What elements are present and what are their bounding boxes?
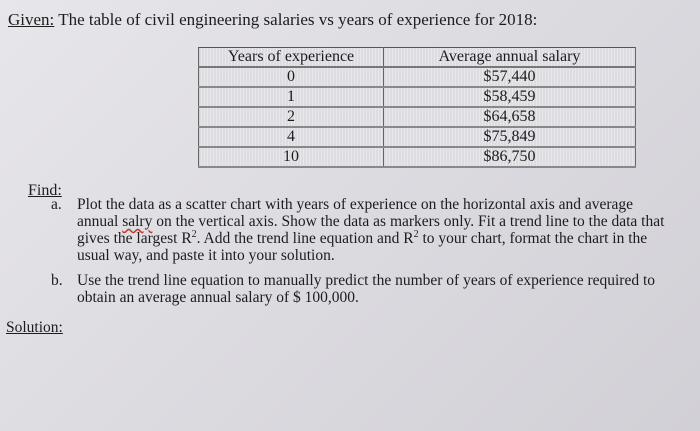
cell-salary: $58,459 [384, 87, 636, 107]
cell-salary: $86,750 [384, 147, 636, 167]
table-row [199, 67, 636, 87]
header-salary: Average annual salary [384, 48, 636, 68]
find-item-a [51, 196, 677, 264]
item-marker: a. [51, 196, 62, 213]
find-item-b [51, 272, 677, 306]
find-label: Find: [28, 182, 62, 199]
table-header-row [199, 48, 636, 68]
superscript: 2 [413, 228, 419, 240]
given-text: The table of civil engineering salaries vs years of experience for 2018: [54, 10, 538, 29]
item-a-text-3: . Add the trend line equation and R [196, 230, 414, 247]
superscript: 2 [191, 228, 197, 240]
item-marker: b. [51, 272, 63, 289]
misspelled-word: salry [122, 213, 153, 230]
item-a-text-4: to your chart, format the chart in the usual way, and paste it into your solution. [77, 230, 648, 264]
item-a-text-2: on the vertical axis. Show the data as markers only. Fit a trend line to the data that gives the largest R [77, 213, 665, 247]
header-years: Years of experience [199, 48, 384, 68]
table-row [199, 87, 636, 107]
item-a-text-1: Plot the data as a scatter chart with years of experience on the horizontal axis and average annual [77, 196, 634, 230]
cell-salary: $64,658 [384, 107, 636, 127]
table-row [199, 147, 636, 167]
cell-years: 10 [199, 147, 384, 167]
cell-salary: $75,849 [384, 127, 636, 147]
table-row [199, 127, 636, 147]
cell-years: 2 [199, 107, 384, 127]
cell-years: 1 [199, 87, 384, 107]
cell-years: 4 [199, 127, 384, 147]
given-label: Given: [8, 10, 55, 29]
cell-years: 0 [199, 67, 384, 87]
solution-label: Solution: [6, 319, 63, 336]
salary-table [198, 47, 636, 168]
item-b-text: Use the trend line equation to manually predict the number of years of experience required to obtain an average annual salary of $ 100,000. [77, 272, 656, 306]
cell-salary: $57,440 [384, 67, 636, 87]
given-statement [8, 10, 537, 30]
table-row [199, 107, 636, 127]
